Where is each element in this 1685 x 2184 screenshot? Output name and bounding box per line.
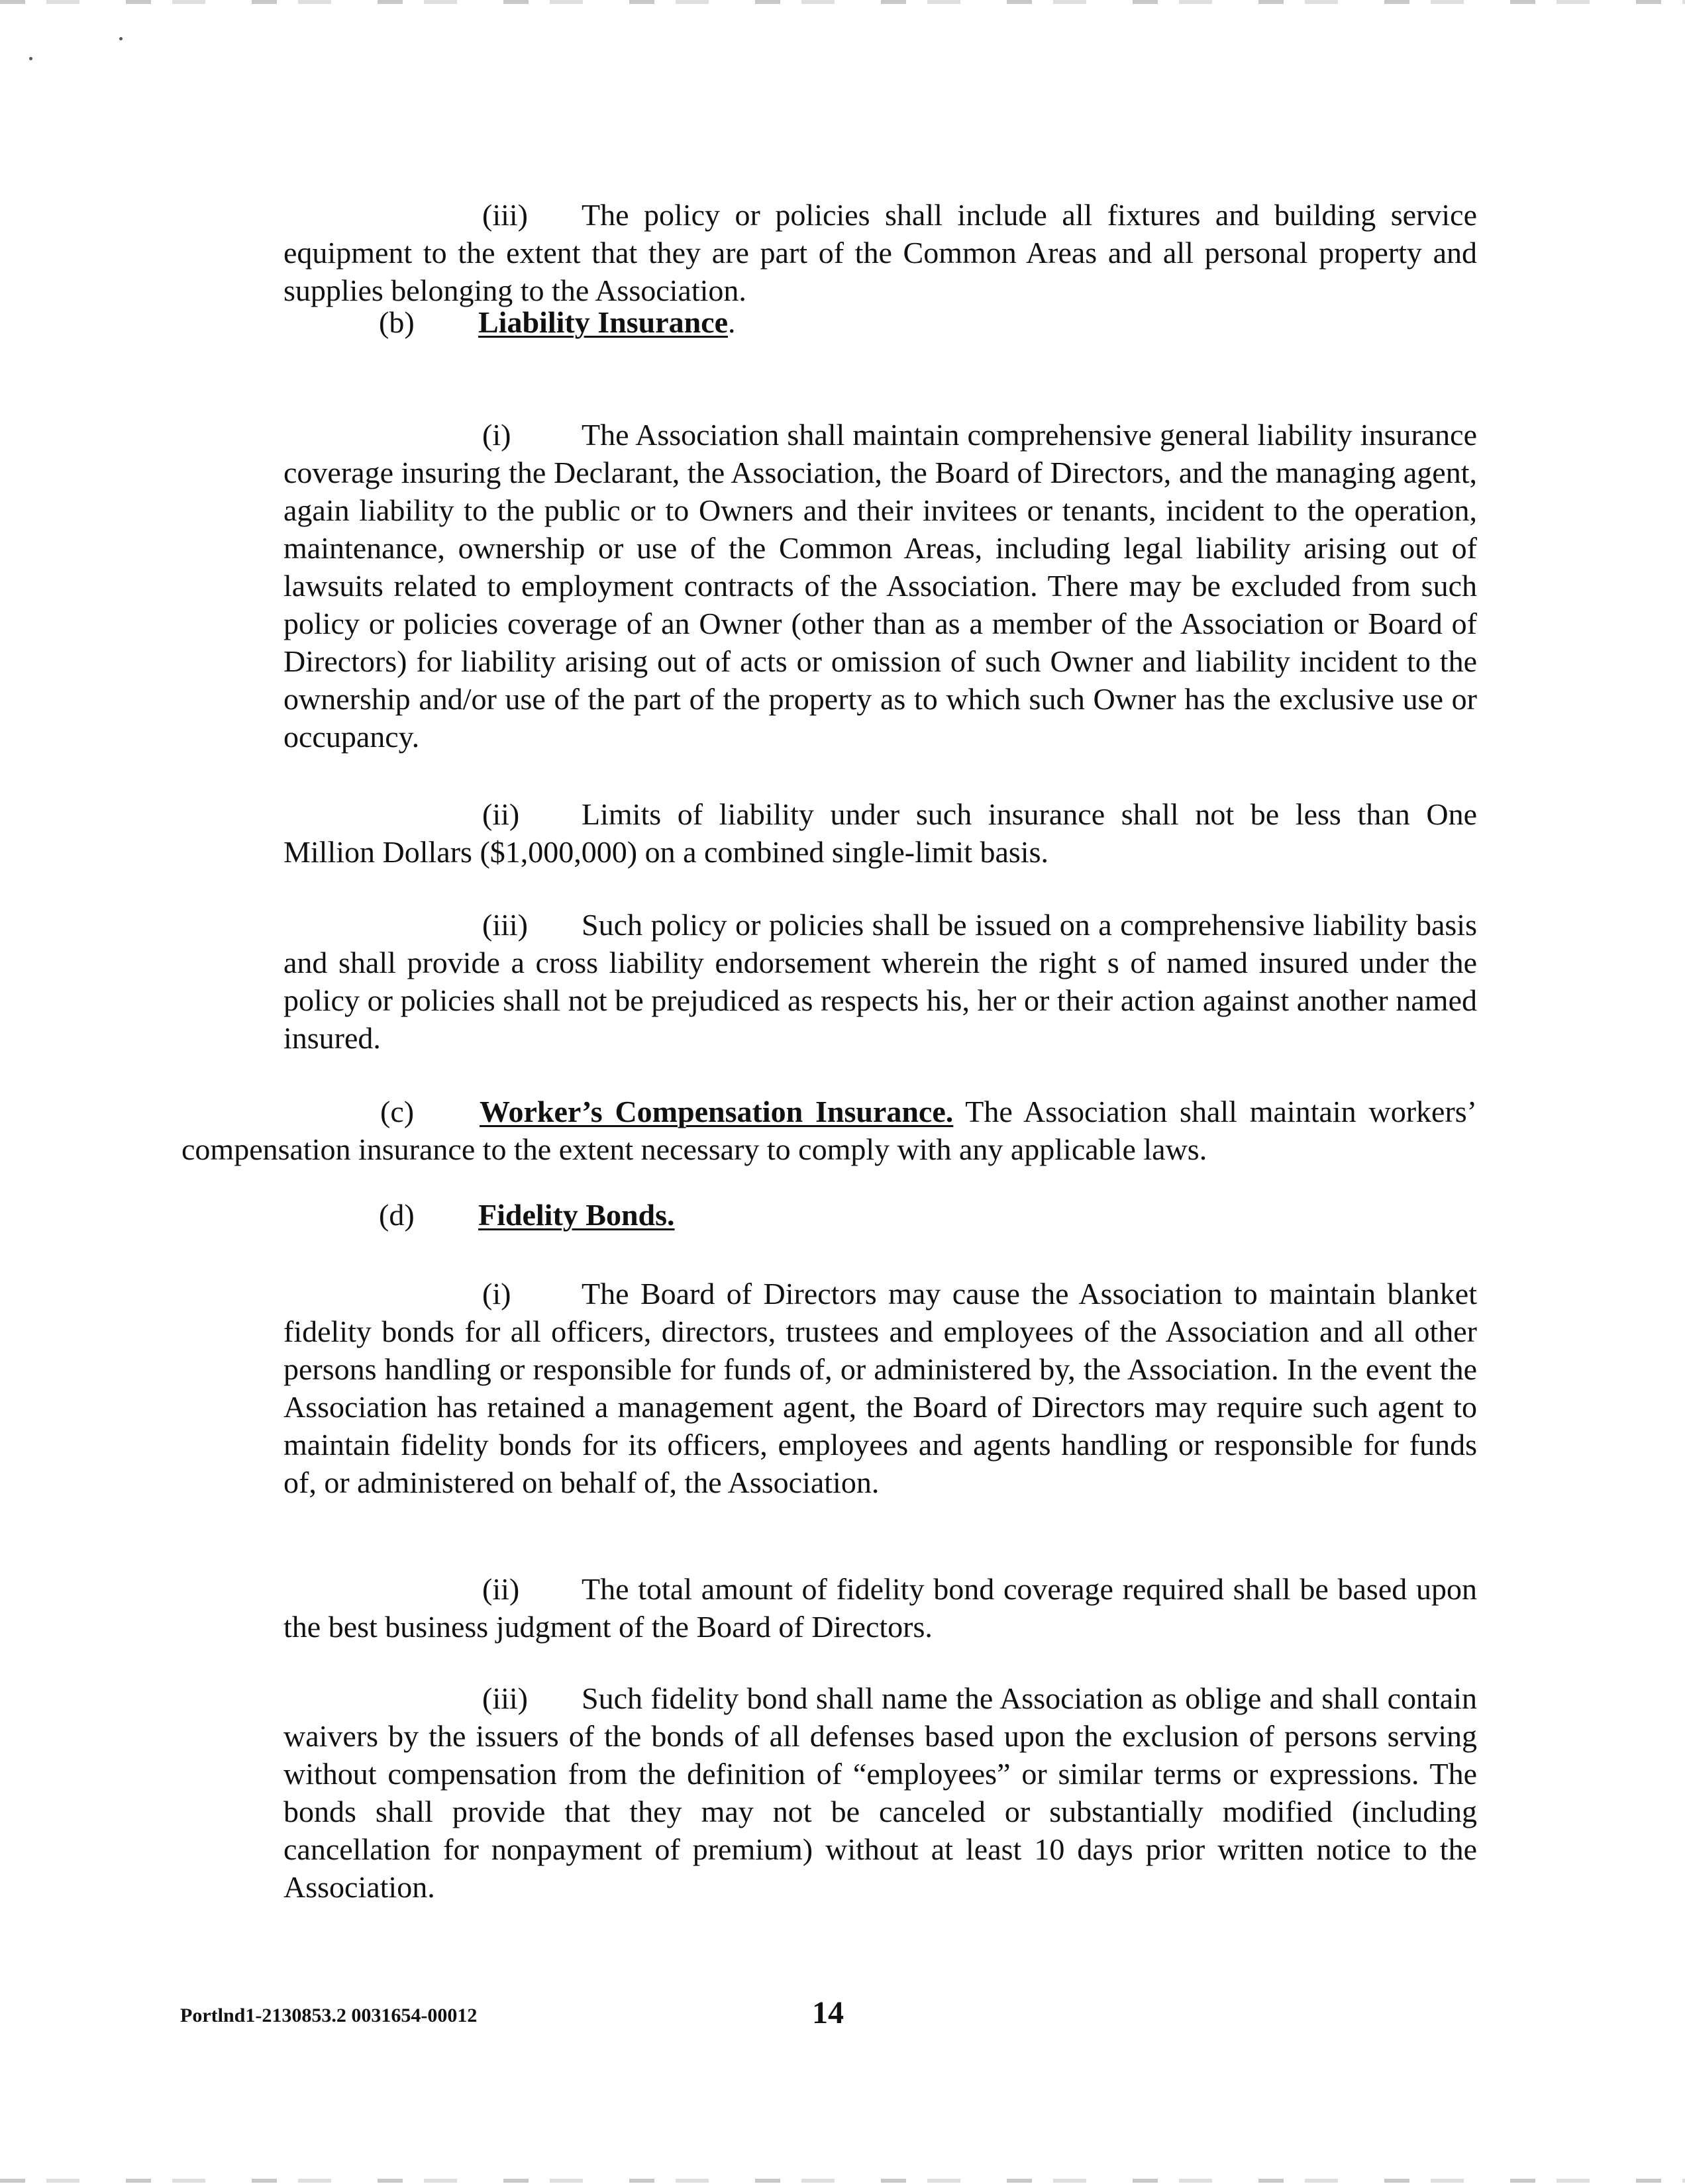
section-title: Fidelity Bonds. [478, 1198, 675, 1232]
paragraph-text: Limits of liability under such insurance shall not be less than One Million Dollars ($1,000,000) on a combined single-limit basis. [283, 797, 1477, 869]
item-number: (iii) [482, 908, 528, 942]
item-number: (iii) [482, 1681, 528, 1715]
scan-edge-bottom [0, 2179, 1685, 2183]
paragraph-text: Such fidelity bond shall name the Association as oblige and shall contain waivers by the issuers of the bonds of all defenses based upon the exclusion of persons serving without compensation from the definition of “employees” or similar terms or expressions. The bonds shall provide that they may not be canceled or substantially modified (including cancellation for nonpayment of premium) without at least 10 days prior written notice to the Association. [283, 1681, 1477, 1904]
heading-fidelity-bonds [379, 1196, 675, 1234]
item-number: (i) [482, 1277, 511, 1311]
item-number: (ii) [482, 797, 520, 831]
heading-liability-insurance [379, 303, 736, 341]
section-letter: (c) [380, 1095, 415, 1128]
footer-document-id: Portlnd1-2130853.2 0031654-00012 [180, 2005, 478, 2026]
paragraph-d-i [283, 1275, 1477, 1501]
page-number: 14 [812, 1995, 844, 2030]
paragraph-text: The Board of Directors may cause the Association to maintain blanket fidelity bonds for all officers, directors, trustees and employees of the Association and all other persons handling or responsible for funds of, or administered by, the Association. In the event the Association has retained a management agent, the Board of Directors may require such agent to maintain fidelity bonds for its officers, employees and agents handling or responsible for funds of, or administered on behalf of, the Association. [283, 1277, 1477, 1499]
paragraph-b-ii [283, 795, 1477, 871]
paragraph-text: The Association shall maintain comprehensive general liability insurance coverage insuring the Declarant, the Association, the Board of Directors, and the managing agent, again liability to the public or to Owners and their invitees or tenants, incident to the operation, maintenance, ownership or use of the Common Areas, including legal liability arising out of lawsuits related to employment contracts of the Association. There may be excluded from such policy or policies coverage of an Owner (other than as a member of the Association or Board of Directors) for liability arising out of acts or omission of such Owner and liability incident to the ownership and/or use of the part of the property as to which such Owner has the exclusive use or occupancy. [283, 418, 1477, 754]
paragraph-text: Such policy or policies shall be issued on a comprehensive liability basis and shall provide a cross liability endorsement wherein the right s of named insured under the policy or policies shall not be prejudiced as respects his, her or their action against another named insured. [283, 908, 1477, 1055]
scan-speck [119, 37, 123, 40]
section-letter: (d) [379, 1198, 415, 1232]
section-title: Worker’s Compensation Insurance. [480, 1095, 954, 1128]
paragraph-b-iii [283, 906, 1477, 1057]
section-title: Liability Insurance [478, 305, 729, 339]
paragraph-a-iii [283, 196, 1477, 309]
paragraph-text: The policy or policies shall include all fixtures and building service equipment to the extent that they are part of the Common Areas and all personal property and supplies belonging to the Association. [283, 198, 1477, 307]
item-number: (ii) [482, 1572, 520, 1606]
paragraph-d-iii [283, 1679, 1477, 1906]
paragraph-c [181, 1093, 1477, 1168]
paragraph-text: The Association shall maintain workers’ compensation insurance to the extent necessary to comply with any applicable laws. [181, 1095, 1477, 1166]
paragraph-d-ii [283, 1570, 1477, 1646]
scan-speck [29, 57, 32, 60]
paragraph-b-i [283, 416, 1477, 756]
scan-edge-top [0, 0, 1685, 4]
paragraph-text: The total amount of fidelity bond coverage required shall be based upon the best business judgment of the Board of Directors. [283, 1572, 1477, 1644]
item-number: (i) [482, 418, 511, 452]
title-period: . [728, 305, 736, 339]
section-letter: (b) [379, 305, 415, 339]
item-number: (iii) [482, 198, 528, 232]
